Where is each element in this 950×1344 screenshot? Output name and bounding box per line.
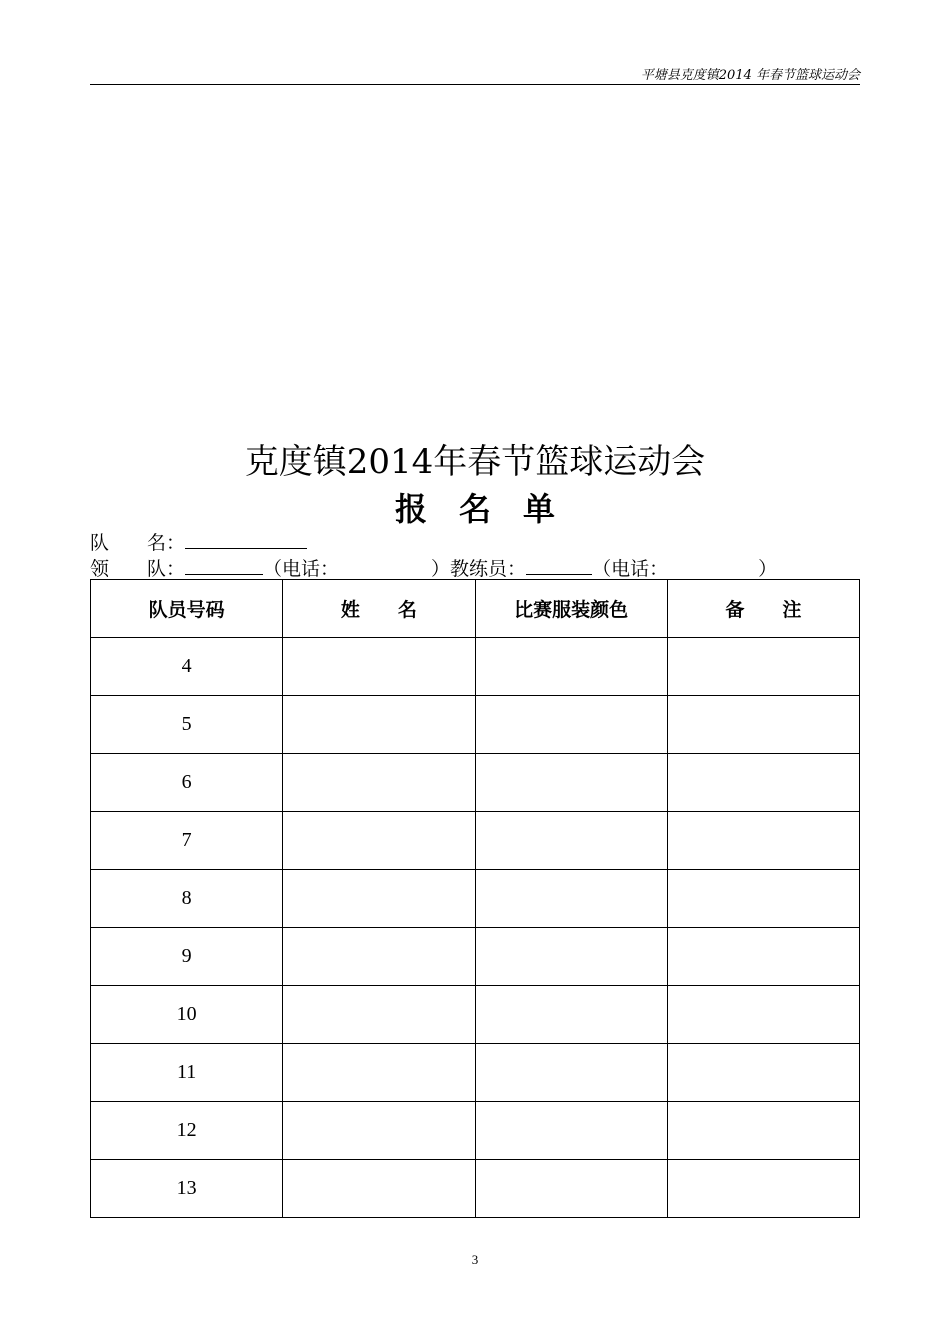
table-row: [91, 754, 860, 812]
name-cell[interactable]: [283, 696, 475, 754]
uniform-color-cell[interactable]: [475, 870, 667, 928]
uniform-color-cell[interactable]: [475, 986, 667, 1044]
table-row: [91, 1160, 860, 1218]
uniform-color-cell[interactable]: [475, 928, 667, 986]
registration-table: [90, 579, 860, 1218]
uniform-color-cell[interactable]: [475, 696, 667, 754]
player-number-cell: 12: [91, 1102, 283, 1160]
page-number: 3: [471, 1252, 479, 1267]
table-row: [91, 1102, 860, 1160]
document-subtitle: 报 名 单: [394, 490, 555, 528]
name-cell[interactable]: [283, 638, 475, 696]
name-cell[interactable]: [283, 1160, 475, 1218]
uniform-color-cell[interactable]: [475, 1102, 667, 1160]
name-cell[interactable]: [283, 1044, 475, 1102]
remarks-cell[interactable]: [667, 638, 859, 696]
remarks-cell[interactable]: [667, 870, 859, 928]
player-number-cell: 4: [91, 638, 283, 696]
name-cell[interactable]: [283, 754, 475, 812]
name-cell[interactable]: [283, 1102, 475, 1160]
player-number-cell: 11: [91, 1044, 283, 1102]
remarks-cell[interactable]: [667, 1160, 859, 1218]
leader-phone-open: （电话：: [263, 558, 340, 580]
remarks-cell[interactable]: [667, 928, 859, 986]
leader-label: 领 队：: [90, 558, 186, 580]
name-cell[interactable]: [283, 928, 475, 986]
col-header-name: 姓 名: [283, 580, 475, 638]
name-cell[interactable]: [283, 870, 475, 928]
table-row: [91, 986, 860, 1044]
table-header-row: [91, 580, 860, 638]
team-name-field[interactable]: [185, 530, 307, 549]
name-cell[interactable]: [283, 812, 475, 870]
team-name-line: [90, 528, 307, 555]
remarks-cell[interactable]: [667, 754, 859, 812]
header-divider: [90, 84, 860, 85]
uniform-color-cell[interactable]: [475, 754, 667, 812]
coach-field[interactable]: [526, 556, 592, 575]
document-title: 克度镇2014年春节篮球运动会: [244, 442, 706, 482]
team-name-label: 队 名：: [90, 532, 186, 554]
player-number-cell: 6: [91, 754, 283, 812]
player-number-cell: 13: [91, 1160, 283, 1218]
remarks-cell[interactable]: [667, 1044, 859, 1102]
player-number-cell: 8: [91, 870, 283, 928]
uniform-color-cell[interactable]: [475, 812, 667, 870]
table-row: [91, 638, 860, 696]
uniform-color-cell[interactable]: [475, 638, 667, 696]
table-row: [91, 696, 860, 754]
leader-coach-line: [90, 554, 777, 581]
leader-phone-close: ）: [431, 558, 451, 580]
col-header-remarks: 备 注: [667, 580, 859, 638]
name-cell[interactable]: [283, 986, 475, 1044]
player-number-cell: 10: [91, 986, 283, 1044]
table-row: [91, 928, 860, 986]
col-header-player-number: 队员号码: [91, 580, 283, 638]
player-number-cell: 5: [91, 696, 283, 754]
table-row: [91, 812, 860, 870]
remarks-cell[interactable]: [667, 812, 859, 870]
table-row: [91, 1044, 860, 1102]
coach-label: 教练员：: [450, 558, 527, 580]
remarks-cell[interactable]: [667, 696, 859, 754]
remarks-cell[interactable]: [667, 1102, 859, 1160]
uniform-color-cell[interactable]: [475, 1160, 667, 1218]
table-row: [91, 870, 860, 928]
col-header-uniform-color: 比赛服装颜色: [475, 580, 667, 638]
player-number-cell: 7: [91, 812, 283, 870]
running-header: 平塘县克度镇2014 年春节篮球运动会: [640, 68, 860, 83]
player-number-cell: 9: [91, 928, 283, 986]
leader-field[interactable]: [185, 556, 263, 575]
remarks-cell[interactable]: [667, 986, 859, 1044]
coach-phone-open: （电话：: [592, 558, 669, 580]
coach-phone-close: ）: [758, 558, 778, 580]
uniform-color-cell[interactable]: [475, 1044, 667, 1102]
